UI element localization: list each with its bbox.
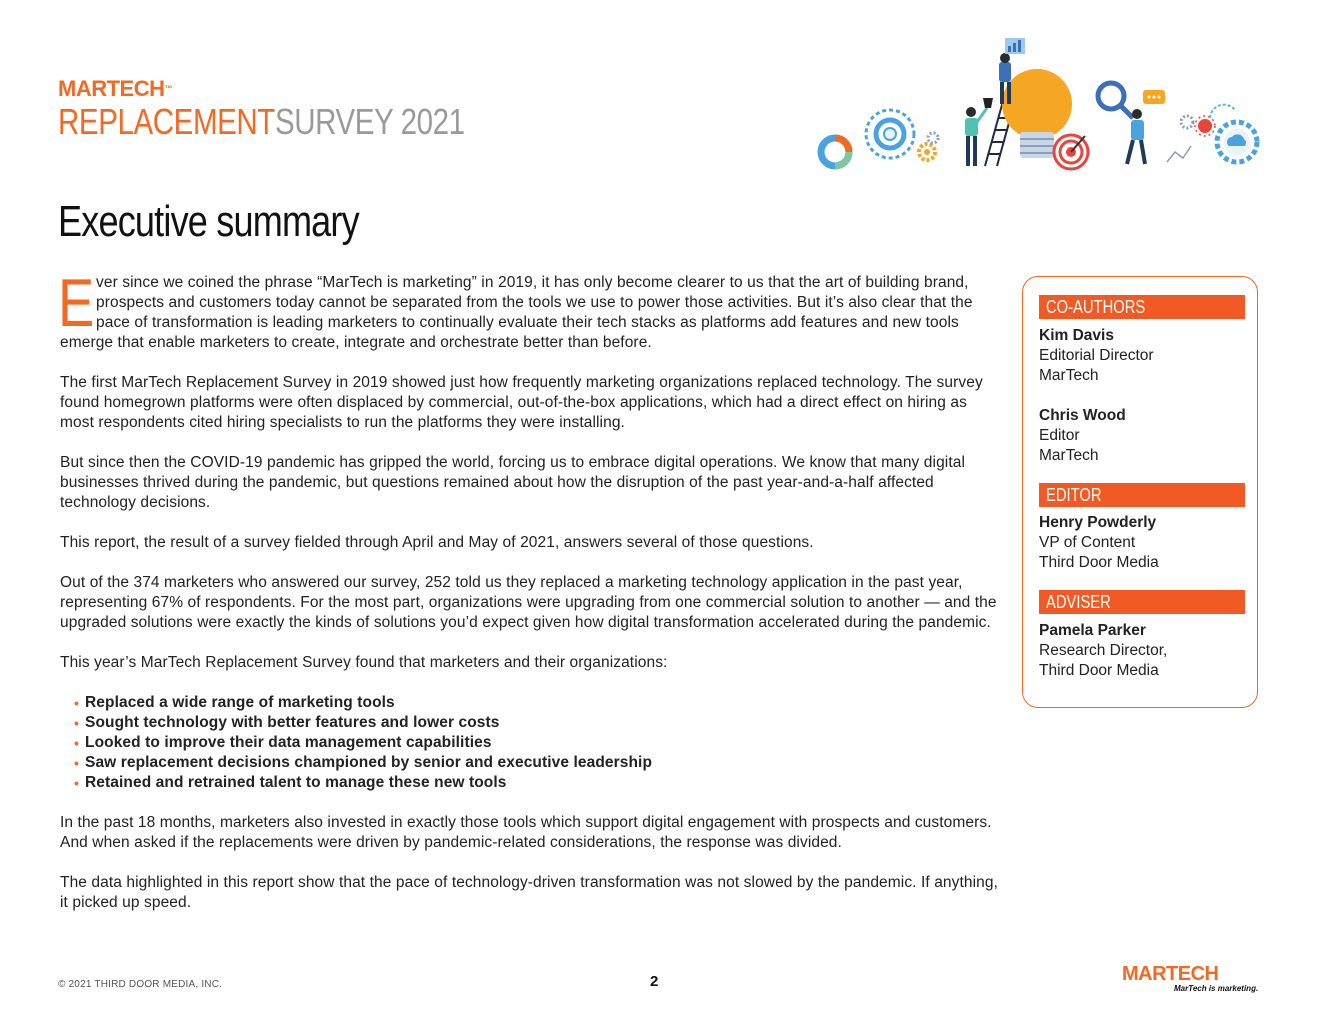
page-number: 2 [650,973,659,990]
findings-list [74,693,1000,793]
footer-logo [1122,963,1259,993]
report-title [58,102,465,142]
list-item: • Retained and retrained talent to manage these new tools [74,773,1000,793]
gear-icon [866,110,914,158]
report-title-part2: SURVEY 2021 [274,101,465,142]
adviser-pamela-parker [1039,621,1249,681]
decor-gear-icon [1181,116,1193,128]
person-magnifier-icon [1098,83,1145,164]
contributor-name: Kim Davis [1039,327,1114,344]
line-graph-icon [1167,146,1191,162]
drop-cap: E [58,265,95,341]
tiny-gear-icon [928,133,938,143]
logo-mar: MAR [58,76,107,101]
contributor-title: VP of Content [1039,534,1136,551]
contributor-org: MarTech [1039,447,1099,464]
hero-illustration [815,34,1265,174]
page-title: Executive summary [58,197,359,246]
list-item: • Replaced a wide range of marketing tools [74,693,1000,713]
virus-icon [1195,116,1215,136]
list-item: • Saw replacement decisions championed by senior and executive leadership [74,753,1000,773]
contributor-org: Third Door Media [1039,554,1159,571]
footer-tagline: MarTech is marketing. [1174,984,1259,993]
chat-bubble-icon [1143,90,1165,104]
logo-tech: TECH [106,76,165,101]
intro-paragraph [58,265,1000,353]
martech-logo: MARTECH™ [58,76,172,101]
report-title-part1: REPLACEMENT [58,101,275,142]
target-icon [1054,135,1088,169]
paragraph-6: This year’s MarTech Replacement Survey found that marketers and their organizations: [60,654,668,671]
footer-logo-wordmark: MARTECH [1122,963,1219,985]
paragraph-3: But since then the COVID-19 pandemic has gripped the world, forcing us to embrace digital operations. We know that many digital businesses thrived during the pandemic, but questions remained about how the disruption of the past year-and-a-half affected technology decisions. [60,454,966,511]
donut-chart-icon [821,138,849,166]
contributor-org: Third Door Media [1039,662,1159,679]
paragraph-1-text: ver since we coined the phrase “MarTech is marketing” in 2019, it has only become clearer to us that the art of building brand, prospects and customers today cannot be separated from the tools we use to power those activities. But it’s also clear that the pace of transformation is leading marketers to continually evaluate their tech stacks as platforms add features and new tools emerge that enable marketers to create, integrate and orchestrate better than before. [60,274,973,351]
paragraph-4: This report, the result of a survey fielded through April and May of 2021, answers several of those questions. [60,534,814,551]
coauthor-chris-wood [1039,406,1249,466]
arc-decor-icon [1210,105,1235,118]
adviser-heading: ADVISER [1039,590,1245,614]
contributor-title: Editor [1039,427,1080,444]
small-gear-icon [919,144,935,160]
paragraph-7: In the past 18 months, marketers also invested in exactly those tools which support digital engagement with prospects and customers. And when asked if the replacements were driven by pandemic-related considerations, the response was divided. [60,814,992,851]
contributor-name: Henry Powderly [1039,514,1157,531]
coauthor-kim-davis [1039,326,1249,386]
contributor-org: MarTech [1039,367,1099,384]
editor-heading: EDITOR [1039,483,1245,507]
contributor-name: Pamela Parker [1039,622,1146,639]
contributors-sidebar [1022,276,1258,708]
contributor-title: Editorial Director [1039,347,1154,364]
list-item: • Sought technology with better features and lower costs [74,713,1000,733]
paragraph-2: The first MarTech Replacement Survey in 2019 showed just how frequently marketing organizations replaced technology. The survey found homegrown platforms were often displaced by commercial, out-of-the-box applications, which had a direct effect on hiring as most respondents cited hiring specialists to run the platforms they were installing. [60,374,983,431]
paragraph-5: Out of the 374 marketers who answered our survey, 252 told us they replaced a marketing technology application in the past year, representing 67% of respondents. For the most part, organizations were upgrading from one commercial solution to another — and the upgraded solutions were exactly the kinds of solutions you’d expect given how digital transformation accelerated during the pandemic. [60,574,997,631]
editor-henry-powderly [1039,513,1249,573]
contributor-title: Research Director, [1039,642,1168,659]
list-item: • Looked to improve their data management capabilities [74,733,1000,753]
cloud-gear-icon [1217,122,1257,162]
report-brand [58,78,554,142]
body-text [58,265,1000,933]
copyright-notice: © 2021 THIRD DOOR MEDIA, INC. [58,979,223,990]
paragraph-8: The data highlighted in this report show that the pace of technology-driven transformation was not slowed by the pandemic. If anything, it picked up speed. [60,874,999,911]
contributor-name: Chris Wood [1039,407,1126,424]
coauthors-heading: CO-AUTHORS [1039,295,1245,319]
